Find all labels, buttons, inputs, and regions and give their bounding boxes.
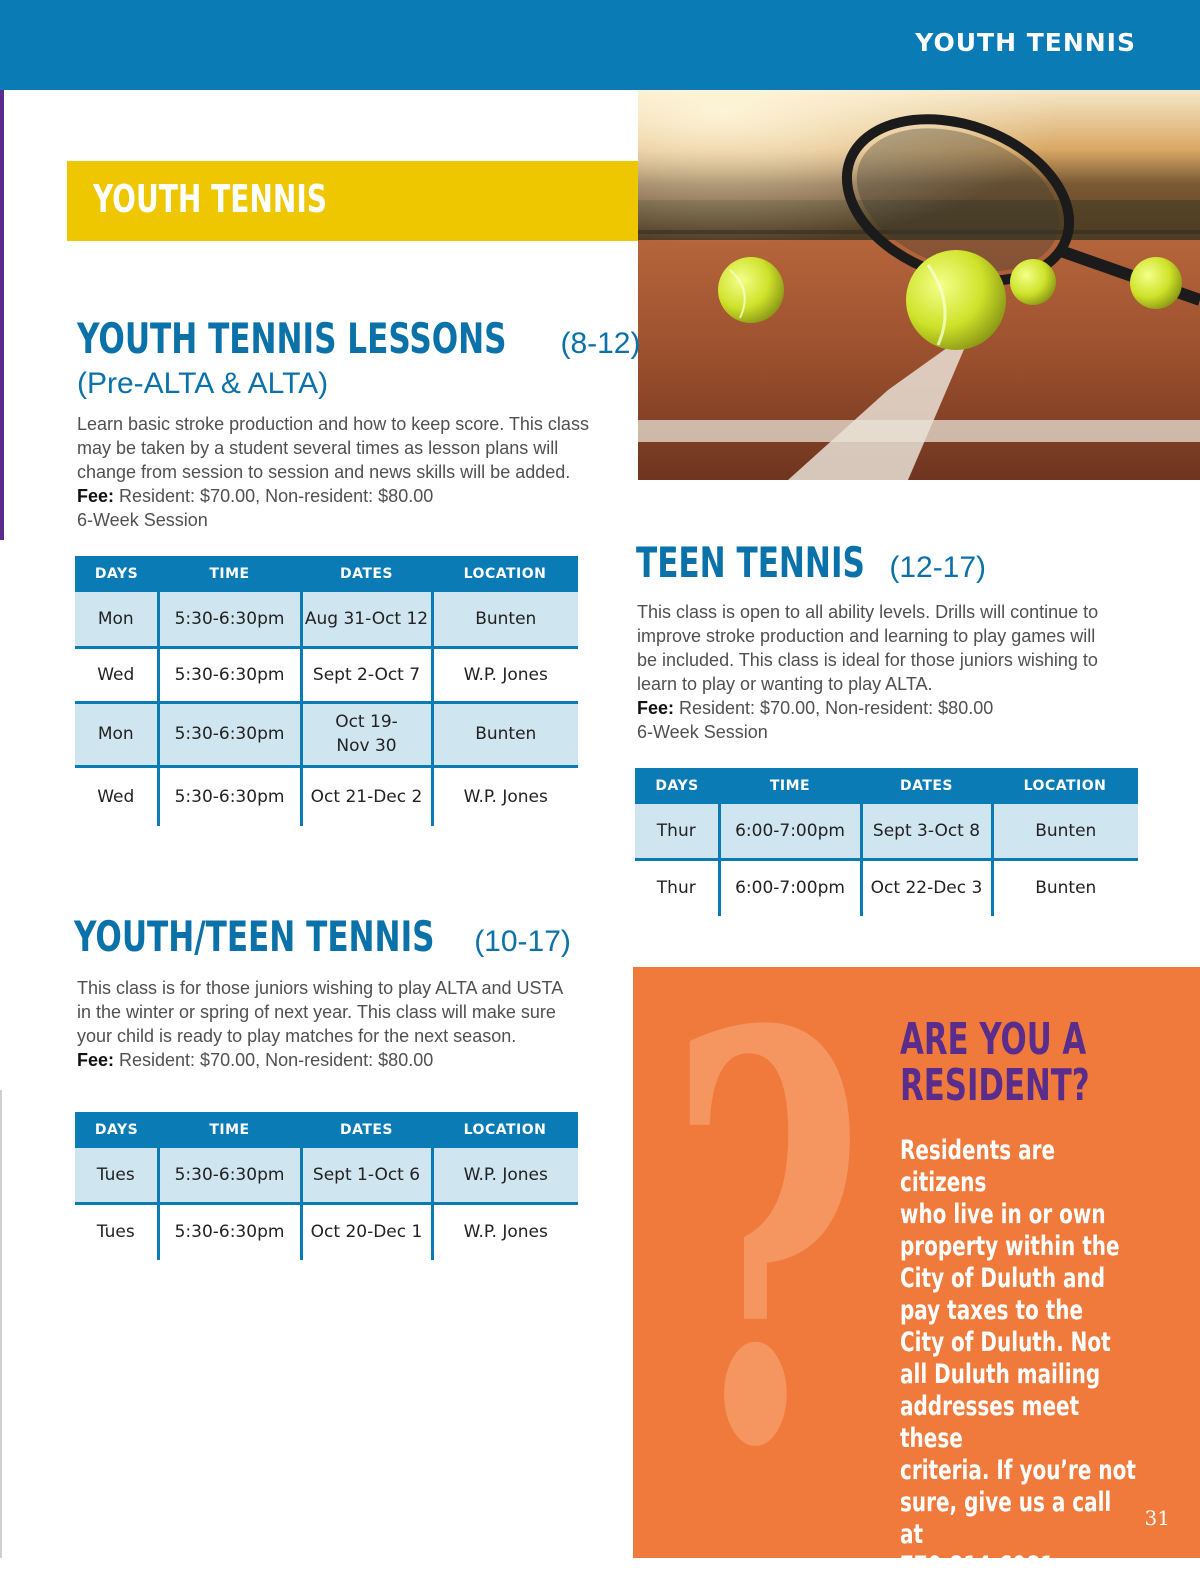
col-header-location: LOCATION <box>432 1112 578 1148</box>
cell-location: Bunten <box>432 702 578 766</box>
question-mark-icon: ? <box>668 913 865 1571</box>
section-label: YOUTH TENNIS <box>915 28 1136 57</box>
lessons-subtitle: (Pre-ALTA & ALTA) <box>77 367 329 400</box>
resident-text-line: criteria. If you’re not <box>900 1455 1136 1486</box>
fee-text: Resident: $70.00, Non-resident: $80.00 <box>114 486 434 506</box>
cell-day: Wed <box>97 664 135 685</box>
resident-text-line: pay taxes to the <box>900 1295 1084 1326</box>
session-length: 6-Week Session <box>77 510 208 530</box>
cell-dates <box>301 702 432 766</box>
cell-dates: Sept 1-Oct 6 <box>301 1148 432 1203</box>
resident-text-line: City of Duluth. Not <box>900 1327 1111 1358</box>
lessons-title-main: YOUTH TENNIS LESSONS <box>77 314 507 363</box>
fee-line <box>77 1048 597 1072</box>
cell-day: Thur <box>656 878 696 899</box>
desc-line: learn to play or wanting to play ALTA. <box>637 674 933 694</box>
desc-line: in the winter or spring of next year. This class will make sure <box>77 1002 556 1022</box>
resident-callout <box>633 913 1200 1582</box>
table-row <box>75 766 578 826</box>
cell-dates: Sept 3-Oct 8 <box>861 804 992 859</box>
resident-text-line: who live in or own <box>900 1199 1106 1230</box>
fee-line <box>637 696 1177 720</box>
table-row <box>75 1148 578 1203</box>
cell-dates: Aug 31-Oct 12 <box>301 592 432 647</box>
col-header-time: TIME <box>719 768 861 804</box>
desc-line: This class is for those juniors wishing to play ALTA and USTA <box>77 978 564 998</box>
resident-text <box>900 1135 1137 1583</box>
resident-title <box>900 1014 1090 1111</box>
desc-line: This class is open to all ability levels. Drills will continue to <box>637 602 1099 622</box>
youth-teen-title-main: YOUTH/TEEN TENNIS <box>74 912 435 961</box>
table-row <box>75 702 578 766</box>
page-number: 31 <box>1144 1506 1170 1530</box>
col-header-location: LOCATION <box>432 556 578 592</box>
fee-label: Fee: <box>77 1050 115 1070</box>
cell-dates: Oct 21-Dec 2 <box>301 766 432 826</box>
cell-location: W.P. Jones <box>432 1148 578 1203</box>
youth-teen-schedule-table <box>75 1112 578 1260</box>
desc-line: improve stroke production and learning to play games will <box>637 626 1096 646</box>
cell-day: Tues <box>96 1222 135 1243</box>
fee-label: Fee: <box>637 698 675 718</box>
youth-teen-ages: (10-17) <box>474 925 571 958</box>
banner <box>67 161 638 241</box>
resident-text-line: 770.814.6981. <box>900 1551 1062 1582</box>
cell-time: 6:00-7:00pm <box>719 804 861 859</box>
youth-teen-description <box>77 976 597 1072</box>
cell-location: W.P. Jones <box>432 1203 578 1260</box>
cell-time: 5:30-6:30pm <box>158 1203 301 1260</box>
teen-schedule-table <box>635 768 1138 916</box>
cell-location: Bunten <box>432 592 578 647</box>
cell-dates: Oct 20-Dec 1 <box>301 1203 432 1260</box>
table-row <box>75 592 578 647</box>
cell-day: Wed <box>97 786 135 807</box>
col-header-days: DAYS <box>75 1112 158 1148</box>
desc-line: may be taken by a student several times as lesson plans will <box>77 438 559 458</box>
col-header-days: DAYS <box>75 556 158 592</box>
table-row <box>635 859 1138 916</box>
tennis-photo <box>638 90 1200 480</box>
cell-location: Bunten <box>992 804 1138 859</box>
tennis-court-image <box>638 90 1200 480</box>
resident-text-line: property within the <box>900 1231 1120 1262</box>
resident-text-line: addresses meet these <box>900 1391 1080 1454</box>
resident-text-line: City of Duluth and <box>900 1263 1106 1294</box>
fee-line <box>77 484 597 508</box>
lessons-title <box>77 314 640 363</box>
resident-text-line: all Duluth mailing <box>900 1359 1101 1390</box>
table-header-row <box>75 1112 578 1148</box>
cell-day: Mon <box>75 592 158 647</box>
table-row <box>75 647 578 702</box>
teen-ages: (12-17) <box>889 551 987 584</box>
col-header-time: TIME <box>158 556 301 592</box>
table-header-row <box>635 768 1138 804</box>
cell-day: Mon <box>75 702 158 766</box>
fee-text: Resident: $70.00, Non-resident: $80.00 <box>114 1050 434 1070</box>
desc-line: Learn basic stroke production and how to keep score. This class <box>77 414 589 434</box>
resident-text-line: Residents are citizens <box>900 1135 1056 1198</box>
cell-dates-line2: Nov 30 <box>336 736 397 756</box>
left-edge-line <box>0 1090 2 1558</box>
teen-title <box>636 538 986 587</box>
youth-teen-title <box>74 912 571 961</box>
col-header-dates: DATES <box>301 556 432 592</box>
col-header-dates: DATES <box>301 1112 432 1148</box>
cell-location: Bunten <box>992 859 1138 916</box>
resident-title-line: RESIDENT? <box>900 1060 1090 1111</box>
table-row <box>75 1203 578 1260</box>
cell-time: 5:30-6:30pm <box>158 592 301 647</box>
cell-location: W.P. Jones <box>432 766 578 826</box>
lessons-description <box>77 412 597 532</box>
desc-line: change from session to session and news skills will be added. <box>77 462 571 482</box>
desc-line: be included. This class is ideal for those juniors wishing to <box>637 650 1098 670</box>
table-row <box>635 804 1138 859</box>
col-header-location: LOCATION <box>992 768 1138 804</box>
resident-text-line: sure, give us a call at <box>900 1487 1112 1550</box>
col-header-dates: DATES <box>861 768 992 804</box>
cell-time: 5:30-6:30pm <box>158 766 301 826</box>
banner-title: YOUTH TENNIS <box>93 177 327 221</box>
fee-text: Resident: $70.00, Non-resident: $80.00 <box>674 698 994 718</box>
col-header-days: DAYS <box>635 768 719 804</box>
table-header-row <box>75 556 578 592</box>
cell-location: W.P. Jones <box>432 647 578 702</box>
lessons-schedule-table <box>75 556 578 826</box>
session-length: 6-Week Session <box>637 722 768 742</box>
cell-day: Tues <box>75 1148 158 1203</box>
cell-time: 5:30-6:30pm <box>158 647 301 702</box>
fee-label: Fee: <box>77 486 115 506</box>
cell-time: 5:30-6:30pm <box>158 702 301 766</box>
cell-time: 5:30-6:30pm <box>158 1148 301 1203</box>
cell-dates: Sept 2-Oct 7 <box>301 647 432 702</box>
cell-day: Thur <box>635 804 719 859</box>
cell-dates: Oct 22-Dec 3 <box>861 859 992 916</box>
cell-time: 6:00-7:00pm <box>719 859 861 916</box>
resident-title-line: ARE YOU A <box>900 1014 1087 1065</box>
teen-description <box>637 600 1177 744</box>
top-header-bar <box>0 0 1200 90</box>
teen-title-main: TEEN TENNIS <box>636 538 865 587</box>
col-header-time: TIME <box>158 1112 301 1148</box>
lessons-ages: (8-12) <box>560 327 641 360</box>
cell-dates-line1: Oct 19- <box>335 712 398 732</box>
desc-line: your child is ready to play matches for the next season. <box>77 1026 517 1046</box>
left-edge-accent <box>0 90 4 540</box>
